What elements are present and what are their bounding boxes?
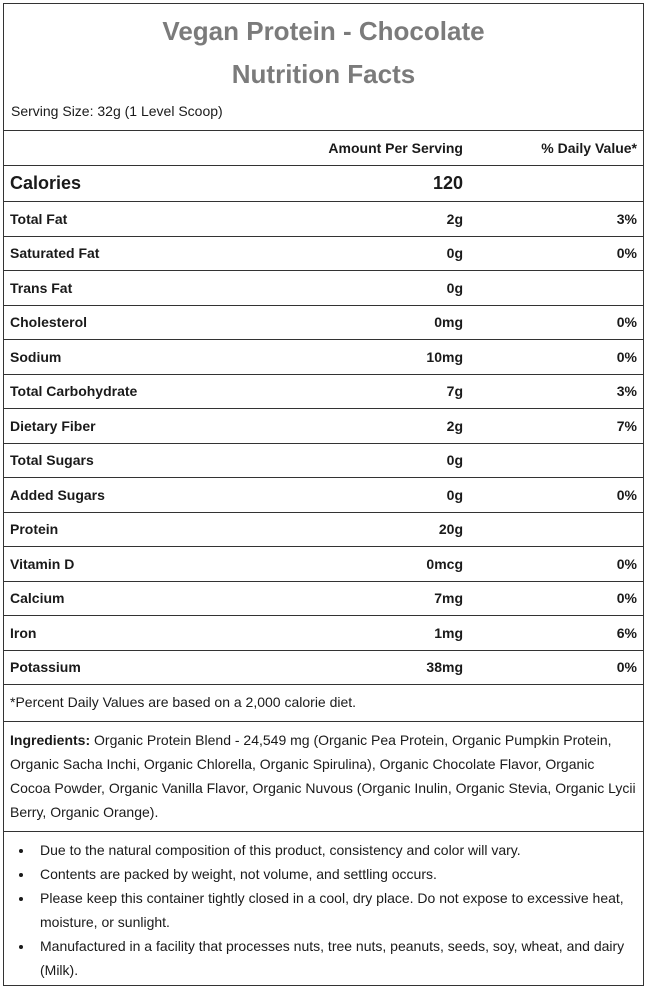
nutrient-amount: 0g xyxy=(446,245,463,262)
nutrient-name: Potassium xyxy=(10,659,81,676)
nutrient-name: Saturated Fat xyxy=(10,245,100,262)
nutrient-name: Total Sugars xyxy=(10,452,94,469)
nutrient-name: Total Carbohydrate xyxy=(10,383,138,400)
ingredients-label: Ingredients: xyxy=(10,732,91,748)
calories-row xyxy=(4,166,643,202)
nutrient-name: Sodium xyxy=(10,348,62,365)
note-item: • Due to the natural composition of this product, consistency and color will vary. xyxy=(34,838,637,862)
nutrient-amount: 2g xyxy=(446,210,463,227)
daily-value-footnote: *Percent Daily Values are based on a 2,000 calorie diet. xyxy=(4,685,643,722)
calories-value: 120 xyxy=(432,173,463,193)
nutrient-daily-value: 0% xyxy=(616,245,637,262)
calories-label: Calories xyxy=(10,173,82,193)
nutrient-name: Added Sugars xyxy=(10,486,105,503)
nutrient-daily-value: 0% xyxy=(616,486,637,503)
nutrient-daily-value: 0% xyxy=(616,590,637,607)
product-notes-list xyxy=(4,832,643,982)
nutrient-row xyxy=(4,271,643,306)
nutrient-amount: 38mg xyxy=(426,659,463,676)
nutrient-daily-value: 6% xyxy=(616,624,637,641)
column-header-row xyxy=(4,131,643,166)
nutrient-daily-value: 3% xyxy=(616,210,637,227)
nutrient-name: Calcium xyxy=(10,590,65,607)
nutrient-amount: 7mg xyxy=(434,590,463,607)
nutrient-amount: 0mg xyxy=(434,314,463,331)
nutrient-name: Cholesterol xyxy=(10,314,88,331)
nutrient-row xyxy=(4,651,643,686)
nutrient-amount: 0g xyxy=(446,486,463,503)
nutrient-row xyxy=(4,513,643,548)
amount-per-serving-header: Amount Per Serving xyxy=(328,140,463,156)
nutrient-row xyxy=(4,547,643,582)
nutrient-daily-value: 0% xyxy=(616,555,637,572)
product-title: Vegan Protein - Chocolate xyxy=(162,16,485,46)
nutrient-daily-value: 0% xyxy=(616,659,637,676)
nutrient-row xyxy=(4,582,643,617)
nutrient-row xyxy=(4,340,643,375)
nutrient-amount: 0g xyxy=(446,452,463,469)
nutrient-row xyxy=(4,375,643,410)
nutrient-row xyxy=(4,237,643,272)
nutrient-name: Dietary Fiber xyxy=(10,417,96,434)
daily-value-header: % Daily Value* xyxy=(541,140,637,156)
nutrient-name: Total Fat xyxy=(10,210,68,227)
nutrient-row xyxy=(4,409,643,444)
nutrient-amount: 20g xyxy=(438,521,463,538)
nutrient-row xyxy=(4,478,643,513)
note-item: • Manufactured in a facility that processes nuts, tree nuts, peanuts, seeds, soy, wheat, and dairy (Milk). xyxy=(34,934,637,982)
nutrient-name: Iron xyxy=(10,624,37,641)
nutrient-name: Protein xyxy=(10,521,59,538)
note-item: • Please keep this container tightly closed in a cool, dry place. Do not expose to excessive heat, moisture, or sunlight. xyxy=(34,886,637,934)
nutrient-amount: 0mcg xyxy=(426,555,463,572)
nutrient-daily-value: 0% xyxy=(616,348,637,365)
nutrient-row xyxy=(4,202,643,237)
nutrient-name: Trans Fat xyxy=(10,279,73,296)
nutrient-row xyxy=(4,616,643,651)
ingredients-text: Organic Protein Blend - 24,549 mg (Organic Pea Protein, Organic Pumpkin Protein, Organic Sacha Inchi, Organic Chlorella, Organic Spirulina), Organic Chocolate Flavor, Organic Cocoa Powder, Organic Vanilla Flavor, Organic Nuvous (Organic Inulin, Organic Stevia, Organic Lycii Berry, Organic Orange). xyxy=(10,732,636,820)
nutrient-amount: 1mg xyxy=(434,624,463,641)
nutrient-amount: 0g xyxy=(446,279,463,296)
nutrient-name: Vitamin D xyxy=(10,555,75,572)
nutrient-amount: 10mg xyxy=(426,348,463,365)
nutrient-table xyxy=(4,202,643,685)
nutrient-row xyxy=(4,306,643,341)
nutrient-daily-value: 0% xyxy=(616,314,637,331)
nutrient-daily-value: 7% xyxy=(616,417,637,434)
nutrition-facts-heading: Nutrition Facts xyxy=(231,59,416,89)
nutrient-row xyxy=(4,444,643,479)
ingredients-section xyxy=(4,722,643,832)
serving-size: Serving Size: 32g (1 Level Scoop) xyxy=(4,96,643,131)
nutrient-daily-value: 3% xyxy=(616,383,637,400)
nutrient-amount: 2g xyxy=(446,417,463,434)
nutrient-amount: 7g xyxy=(446,383,463,400)
nutrition-facts-panel xyxy=(3,3,644,986)
note-item: • Contents are packed by weight, not volume, and settling occurs. xyxy=(34,862,637,886)
